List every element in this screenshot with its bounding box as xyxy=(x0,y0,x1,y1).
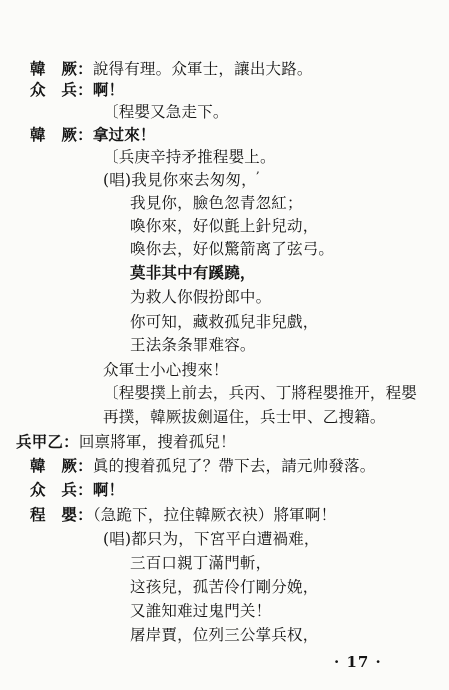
line-text: 〔程嬰又急走下。 xyxy=(103,103,229,121)
line-text: 这孩兒，孤苦伶仃剛分娩， xyxy=(130,578,319,596)
sung-line xyxy=(103,530,320,548)
sung-line xyxy=(130,336,256,354)
line-text: 王法条条罪难容。 xyxy=(130,336,256,354)
sung-line xyxy=(130,240,334,258)
line-text: 〔兵庚辛持矛推程嬰上。 xyxy=(103,148,276,166)
script-line xyxy=(30,481,124,499)
stage-direction xyxy=(103,148,276,166)
line-text: 說得有理。众軍士，讓出大路。 xyxy=(92,60,313,78)
page-number: · 17 · xyxy=(334,653,382,671)
line-text: 喚你來，好似氈上針兒动， xyxy=(130,217,319,235)
sung-line xyxy=(130,578,318,596)
line-text: 屠岸賈，位列三公掌兵权， xyxy=(130,626,319,644)
script-line xyxy=(30,81,124,99)
spoken-line xyxy=(103,361,229,379)
line-text: 拿过來！ xyxy=(92,125,156,144)
sung-line xyxy=(130,264,256,282)
line-text: 众軍士小心搜來！ xyxy=(103,361,229,379)
speaker-name: 众 兵： xyxy=(30,480,93,499)
line-text: 再撲，韓厥拔劍逼住，兵士甲、乙搜籍。 xyxy=(103,408,386,426)
line-text: 喚你去，好似驚箭离了弦弓。 xyxy=(130,240,335,258)
line-text: (唱)我見你來去匆匆， xyxy=(103,171,257,189)
line-text: 啊！ xyxy=(92,480,125,499)
sung-line xyxy=(130,288,271,306)
line-text: (唱)都只为，下宮平白遭禍难， xyxy=(103,530,320,548)
stage-direction xyxy=(103,408,386,426)
line-text: 我見你，臉色忽青忽紅； xyxy=(130,194,303,212)
script-line xyxy=(30,457,375,475)
line-text: 你可知，藏救孤兒非兒戲， xyxy=(130,313,319,331)
line-text: 〔程嬰撲上前去，兵丙、丁將程嬰推开，程嬰 xyxy=(103,384,418,402)
line-text: 三百口親丁滿門斬， xyxy=(130,554,272,572)
line-text: 眞的搜着孤兒了？帶下去，請元帅發落。 xyxy=(92,457,376,475)
speaker-name: 程 嬰： xyxy=(30,505,93,524)
line-text: 莫非其中有蹊蹺， xyxy=(130,263,256,282)
sung-line xyxy=(130,626,318,644)
line-text: 啊！ xyxy=(92,80,125,99)
script-line xyxy=(30,506,336,524)
sung-line xyxy=(130,602,271,620)
stage-direction xyxy=(103,384,417,402)
line-text: 为救人你假扮郎中。 xyxy=(130,288,272,306)
speaker-name: 韓 厥： xyxy=(30,456,93,475)
sung-line xyxy=(130,194,303,212)
sung-line xyxy=(130,554,271,572)
script-line xyxy=(30,126,156,144)
ink-mark: , xyxy=(256,162,260,176)
sung-line xyxy=(130,217,318,235)
speaker-name: 韓 厥： xyxy=(30,59,93,78)
speaker-name: 众 兵： xyxy=(30,80,93,99)
line-text: （急跪下，拉住韓厥衣袂）將軍啊！ xyxy=(92,506,337,524)
sung-line xyxy=(103,171,257,189)
sung-line xyxy=(130,313,318,331)
line-text: 又誰知难过鬼門关！ xyxy=(130,602,272,620)
script-line xyxy=(30,60,313,78)
speaker-name: 兵甲乙： xyxy=(16,432,79,451)
stage-direction xyxy=(103,103,229,121)
speaker-name: 韓 厥： xyxy=(30,125,93,144)
line-text: 回禀將軍，搜着孤兒！ xyxy=(78,433,236,451)
script-line xyxy=(16,433,236,451)
